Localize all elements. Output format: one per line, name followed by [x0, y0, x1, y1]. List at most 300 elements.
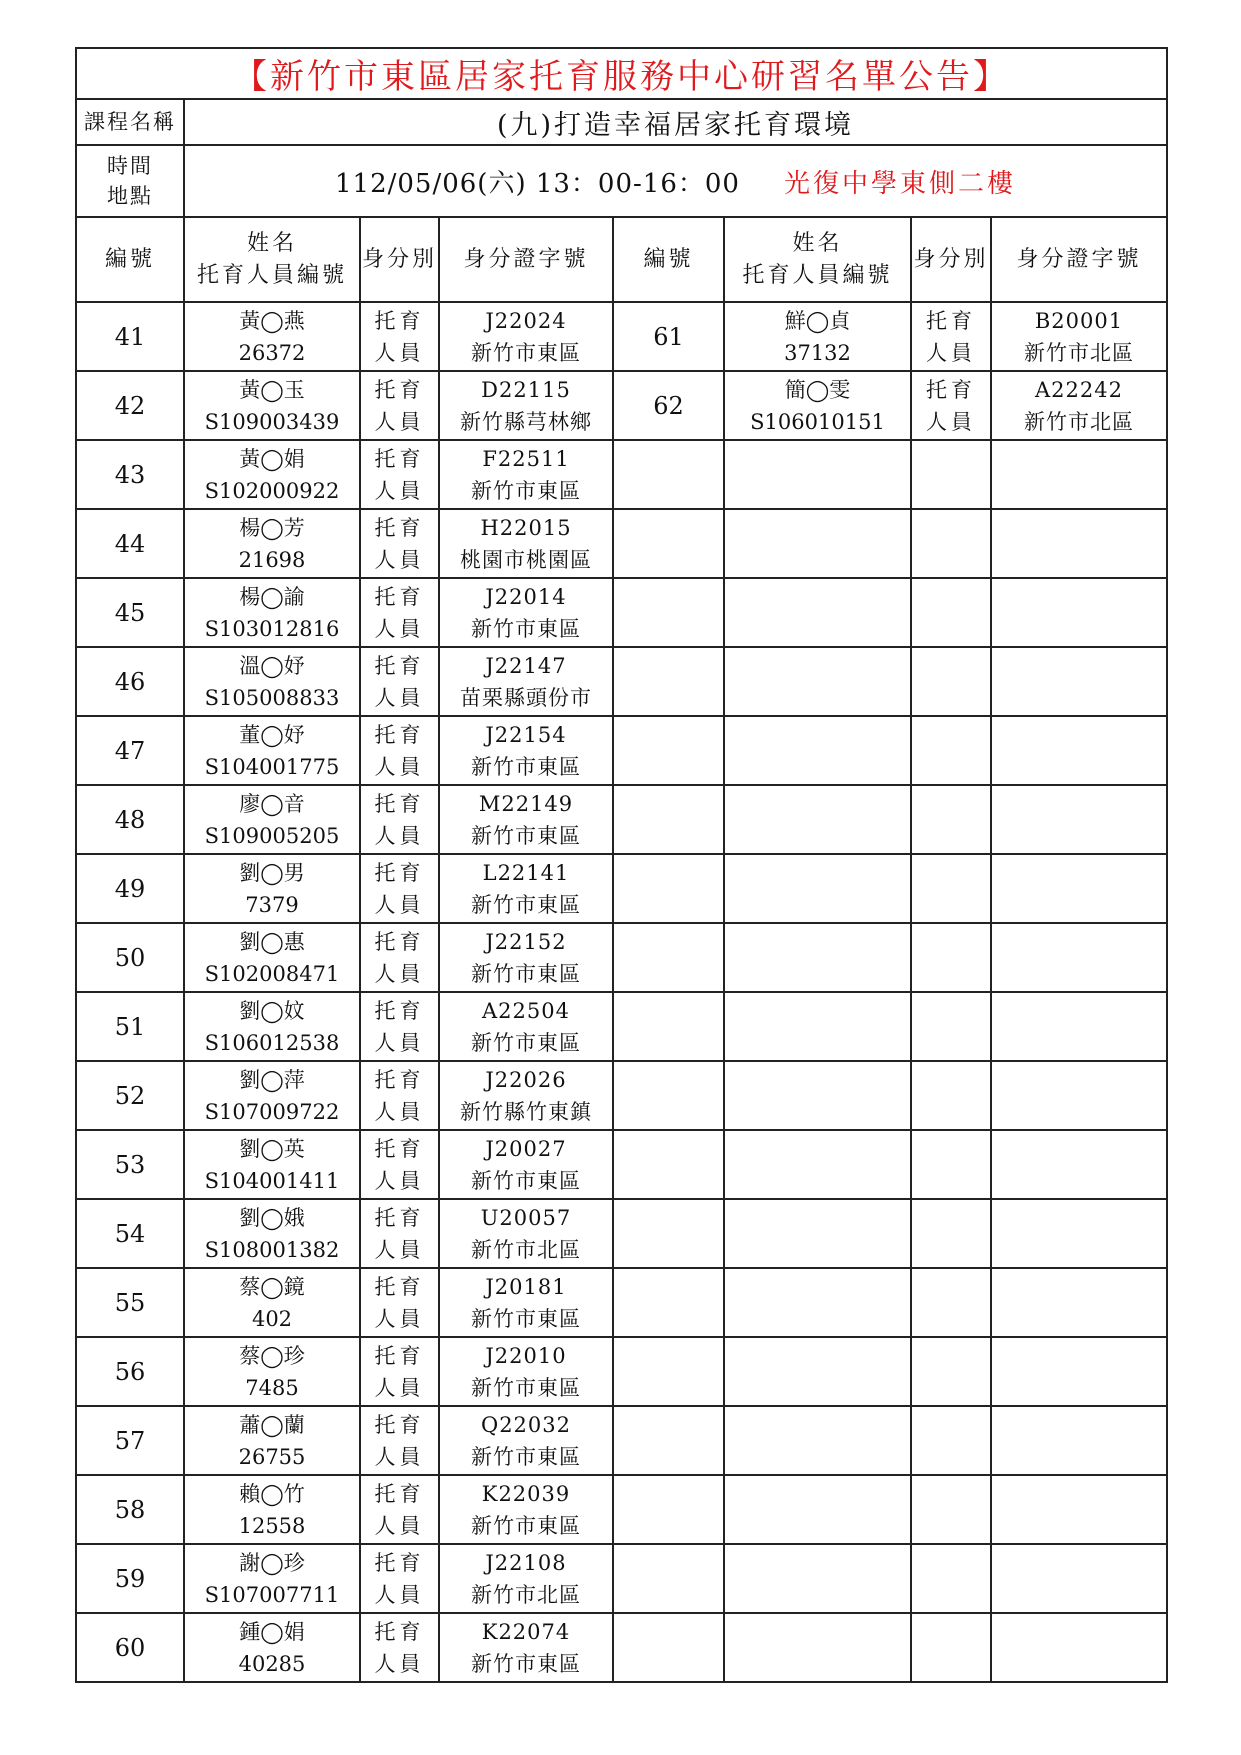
type-line-1: 托育 — [374, 1550, 425, 1575]
type-line-1: 托育 — [374, 1412, 425, 1437]
entry-name-left — [184, 1406, 360, 1475]
caregiver-code: S107009722 — [204, 1099, 340, 1124]
person-name: 劉◯男 — [239, 860, 305, 885]
entry-id-left — [439, 785, 613, 854]
entry-name-right — [724, 992, 911, 1061]
id-number: Q22032 — [480, 1412, 572, 1437]
table-row — [76, 992, 1167, 1061]
id-area: 新竹市東區 — [471, 1513, 581, 1538]
entry-no-left: 44 — [76, 509, 184, 578]
entry-id-left — [439, 1199, 613, 1268]
id-number: A22242 — [1035, 377, 1123, 402]
roster-sheet — [75, 47, 1166, 1683]
time-label: 時間 — [107, 154, 153, 178]
caregiver-code: 37132 — [784, 340, 851, 365]
id-number: K22074 — [481, 1619, 571, 1644]
entry-name-left — [184, 371, 360, 440]
caregiver-code: S105008833 — [204, 685, 340, 710]
id-area: 新竹市東區 — [471, 892, 581, 917]
entry-no-left: 55 — [76, 1268, 184, 1337]
entry-id-left — [439, 854, 613, 923]
entry-name-left — [184, 1337, 360, 1406]
entry-name-right — [724, 647, 911, 716]
caregiver-code: 7485 — [245, 1375, 299, 1400]
table-row — [76, 1613, 1167, 1682]
entry-id-right — [991, 302, 1167, 371]
table-row — [76, 647, 1167, 716]
id-number: J22147 — [485, 653, 567, 678]
caregiver-code: S106010151 — [750, 409, 885, 434]
entry-id-right — [991, 992, 1167, 1061]
id-area: 桃園市桃園區 — [460, 547, 592, 572]
caregiver-code: 26372 — [238, 340, 306, 365]
caregiver-code: S106012538 — [204, 1030, 340, 1055]
id-number: J20027 — [485, 1136, 567, 1161]
type-line-2: 人員 — [374, 1237, 425, 1262]
entry-no-right — [613, 1337, 724, 1406]
type-line-2: 人員 — [374, 1168, 425, 1193]
entry-type-right — [911, 1199, 991, 1268]
person-name: 廖◯音 — [239, 791, 305, 816]
entry-type-right — [911, 992, 991, 1061]
caregiver-code: S107007711 — [204, 1582, 340, 1607]
person-name: 溫◯妤 — [239, 653, 305, 678]
entry-id-left — [439, 440, 613, 509]
caregiver-code: 40285 — [238, 1651, 306, 1676]
id-number: H22015 — [480, 515, 572, 540]
entry-type-left — [360, 785, 439, 854]
table-row — [76, 578, 1167, 647]
entry-name-left — [184, 854, 360, 923]
entry-no-right — [613, 923, 724, 992]
person-name: 董◯妤 — [239, 722, 305, 747]
entry-id-right — [991, 1061, 1167, 1130]
entry-type-right — [911, 785, 991, 854]
caregiver-code: S102008471 — [204, 961, 340, 986]
table-row — [76, 440, 1167, 509]
type-line-1: 托育 — [374, 1481, 425, 1506]
entry-id-right — [991, 1268, 1167, 1337]
type-line-1: 托育 — [374, 446, 425, 471]
id-area: 新竹市東區 — [471, 961, 581, 986]
person-name: 簡◯雯 — [784, 377, 851, 402]
entry-type-right — [911, 854, 991, 923]
entry-name-right — [724, 1475, 911, 1544]
caregiver-code: S108001382 — [204, 1237, 340, 1262]
title-row — [76, 48, 1167, 99]
header-id-left: 身分證字號 — [439, 217, 613, 302]
entry-type-left — [360, 647, 439, 716]
entry-type-right — [911, 578, 991, 647]
type-line-1: 托育 — [374, 653, 425, 678]
entry-name-right — [724, 1337, 911, 1406]
caregiver-code: S109003439 — [204, 409, 340, 434]
caregiver-code: 26755 — [238, 1444, 306, 1469]
entry-id-right — [991, 1475, 1167, 1544]
table-row — [76, 923, 1167, 992]
type-line-2: 人員 — [374, 1306, 425, 1331]
entry-id-left — [439, 1268, 613, 1337]
entry-type-left — [360, 302, 439, 371]
entry-no-right — [613, 854, 724, 923]
type-line-2: 人員 — [374, 1582, 425, 1607]
entry-name-right — [724, 1061, 911, 1130]
person-name: 鍾◯娟 — [239, 1619, 305, 1644]
id-number: J22026 — [485, 1067, 567, 1092]
entry-name-left — [184, 440, 360, 509]
id-number: J22108 — [485, 1550, 567, 1575]
entry-type-right — [911, 1475, 991, 1544]
entry-name-left — [184, 1061, 360, 1130]
id-area: 新竹市北區 — [471, 1582, 581, 1607]
entry-no-right — [613, 578, 724, 647]
entry-id-right — [991, 1130, 1167, 1199]
table-row — [76, 1406, 1167, 1475]
entry-id-left — [439, 509, 613, 578]
type-line-2: 人員 — [374, 616, 425, 641]
table-row — [76, 1199, 1167, 1268]
entry-type-left — [360, 440, 439, 509]
id-number: J22010 — [485, 1343, 567, 1368]
entry-type-left — [360, 371, 439, 440]
type-line-2: 人員 — [374, 1513, 425, 1538]
entry-type-left — [360, 1061, 439, 1130]
person-name: 劉◯英 — [239, 1136, 305, 1161]
person-name: 楊◯諭 — [239, 584, 305, 609]
entry-type-left — [360, 716, 439, 785]
entry-no-left: 51 — [76, 992, 184, 1061]
entry-type-right — [911, 1130, 991, 1199]
type-line-1: 托育 — [374, 998, 425, 1023]
entry-no-right — [613, 1199, 724, 1268]
entry-name-left — [184, 578, 360, 647]
entry-type-right — [911, 647, 991, 716]
table-row — [76, 1061, 1167, 1130]
header-name-bottom: 托育人員編號 — [742, 262, 893, 288]
id-area: 苗栗縣頭份市 — [460, 685, 592, 710]
entry-id-right — [991, 578, 1167, 647]
caregiver-code: S104001411 — [204, 1168, 340, 1193]
page-title: 【新竹市東區居家托育服務中心研習名單公告】 — [76, 48, 1167, 99]
table-row — [76, 509, 1167, 578]
type-line-1: 托育 — [374, 1067, 425, 1092]
entry-no-left: 48 — [76, 785, 184, 854]
entry-id-left — [439, 1406, 613, 1475]
entry-name-right — [724, 440, 911, 509]
type-line-2: 人員 — [374, 547, 425, 572]
id-number: L22141 — [482, 860, 570, 885]
caregiver-code: S103012816 — [204, 616, 340, 641]
header-name-top: 姓名 — [792, 230, 843, 256]
course-name: (九)打造幸福居家托育環境 — [184, 99, 1167, 145]
caregiver-code: 12558 — [238, 1513, 306, 1538]
table-row — [76, 371, 1167, 440]
entry-name-right — [724, 578, 911, 647]
caregiver-code: 21698 — [238, 547, 306, 572]
entry-name-right — [724, 1268, 911, 1337]
entry-no-left: 58 — [76, 1475, 184, 1544]
type-line-2: 人員 — [374, 823, 425, 848]
id-area: 新竹市東區 — [471, 754, 581, 779]
entry-id-right — [991, 1544, 1167, 1613]
person-name: 劉◯娥 — [239, 1205, 305, 1230]
type-line-1: 托育 — [374, 860, 425, 885]
entry-type-right — [911, 1268, 991, 1337]
person-name: 謝◯珍 — [239, 1550, 305, 1575]
id-area: 新竹市東區 — [471, 1030, 581, 1055]
entry-type-left — [360, 1613, 439, 1682]
entry-id-right — [991, 509, 1167, 578]
id-area: 新竹市北區 — [1024, 409, 1134, 434]
type-line-2: 人員 — [374, 1375, 425, 1400]
entry-name-left — [184, 509, 360, 578]
event-place: 光復中學東側二樓 — [783, 168, 1016, 199]
person-name: 黃◯玉 — [239, 377, 305, 402]
entry-name-left — [184, 1544, 360, 1613]
entry-type-left — [360, 1406, 439, 1475]
person-name: 蔡◯珍 — [239, 1343, 305, 1368]
caregiver-code: S102000922 — [204, 478, 340, 503]
entry-id-right — [991, 923, 1167, 992]
entry-name-left — [184, 923, 360, 992]
entry-name-right — [724, 1406, 911, 1475]
entry-no-left: 47 — [76, 716, 184, 785]
entry-id-left — [439, 1337, 613, 1406]
entry-id-right — [991, 647, 1167, 716]
entry-id-left — [439, 647, 613, 716]
entry-name-right — [724, 923, 911, 992]
type-line-1: 托育 — [374, 1619, 425, 1644]
entry-no-left: 60 — [76, 1613, 184, 1682]
id-area: 新竹市東區 — [471, 1306, 581, 1331]
entry-name-left — [184, 992, 360, 1061]
type-line-2: 人員 — [374, 1099, 425, 1124]
entry-id-right — [991, 1337, 1167, 1406]
table-row — [76, 302, 1167, 371]
header-type-left: 身分別 — [360, 217, 439, 302]
id-number: F22511 — [482, 446, 570, 471]
entry-id-left — [439, 1544, 613, 1613]
header-type-right: 身分別 — [911, 217, 991, 302]
person-name: 劉◯萍 — [239, 1067, 305, 1092]
id-area: 新竹市東區 — [471, 1651, 581, 1676]
type-line-2: 人員 — [374, 478, 425, 503]
entry-no-right — [613, 992, 724, 1061]
type-line-2: 人員 — [926, 409, 976, 434]
type-line-1: 托育 — [374, 791, 425, 816]
table-row — [76, 1130, 1167, 1199]
person-name: 黃◯燕 — [239, 308, 305, 333]
entry-type-right — [911, 1406, 991, 1475]
id-area: 新竹市東區 — [471, 340, 581, 365]
entry-name-right — [724, 509, 911, 578]
entry-id-left — [439, 302, 613, 371]
header-name-bottom: 托育人員編號 — [196, 262, 347, 288]
id-number: J20181 — [485, 1274, 567, 1299]
entry-no-left: 59 — [76, 1544, 184, 1613]
type-line-1: 托育 — [926, 308, 976, 333]
entry-type-right — [911, 440, 991, 509]
entry-name-right — [724, 1544, 911, 1613]
table-row — [76, 785, 1167, 854]
entry-no-left: 57 — [76, 1406, 184, 1475]
entry-name-left — [184, 302, 360, 371]
time-place-value — [184, 145, 1167, 217]
entry-name-left — [184, 1199, 360, 1268]
entry-id-left — [439, 1061, 613, 1130]
id-area: 新竹市北區 — [1024, 340, 1134, 365]
id-area: 新竹市東區 — [471, 823, 581, 848]
entry-name-right — [724, 716, 911, 785]
entry-type-left — [360, 992, 439, 1061]
type-line-1: 托育 — [374, 929, 425, 954]
entry-id-right — [991, 1199, 1167, 1268]
entry-no-right — [613, 1130, 724, 1199]
type-line-1: 托育 — [374, 1205, 425, 1230]
entry-no-right — [613, 440, 724, 509]
person-name: 賴◯竹 — [239, 1481, 305, 1506]
table-row — [76, 716, 1167, 785]
id-number: A22504 — [482, 998, 570, 1023]
table-row — [76, 854, 1167, 923]
person-name: 鮮◯貞 — [784, 308, 851, 333]
id-area: 新竹縣竹東鎮 — [460, 1099, 592, 1124]
entry-name-right — [724, 1613, 911, 1682]
entry-name-right — [724, 854, 911, 923]
type-line-2: 人員 — [374, 892, 425, 917]
type-line-1: 托育 — [374, 308, 425, 333]
type-line-2: 人員 — [374, 1444, 425, 1469]
header-no-right: 編號 — [613, 217, 724, 302]
entry-no-right — [613, 1406, 724, 1475]
entry-id-left — [439, 992, 613, 1061]
entry-id-left — [439, 578, 613, 647]
entry-name-left — [184, 716, 360, 785]
entry-no-left: 52 — [76, 1061, 184, 1130]
table-row — [76, 1268, 1167, 1337]
entry-type-left — [360, 1268, 439, 1337]
entry-type-right — [911, 1613, 991, 1682]
entry-name-left — [184, 1268, 360, 1337]
entry-name-right — [724, 785, 911, 854]
id-area: 新竹市東區 — [471, 1444, 581, 1469]
type-line-1: 托育 — [374, 1274, 425, 1299]
entry-no-right — [613, 647, 724, 716]
entry-id-left — [439, 1130, 613, 1199]
type-line-1: 托育 — [374, 722, 425, 747]
entry-no-left: 42 — [76, 371, 184, 440]
type-line-1: 托育 — [374, 584, 425, 609]
entry-type-right — [911, 509, 991, 578]
entry-no-left: 46 — [76, 647, 184, 716]
person-name: 蕭◯蘭 — [239, 1412, 305, 1437]
entry-type-left — [360, 1544, 439, 1613]
roster-table — [75, 47, 1168, 1683]
entry-no-left: 45 — [76, 578, 184, 647]
entry-name-right — [724, 302, 911, 371]
entry-id-right — [991, 371, 1167, 440]
caregiver-code: S109005205 — [204, 823, 340, 848]
entry-no-left: 49 — [76, 854, 184, 923]
entry-type-left — [360, 509, 439, 578]
entry-name-left — [184, 1613, 360, 1682]
time-place-row — [76, 145, 1167, 217]
entry-no-right — [613, 716, 724, 785]
id-number: J22154 — [485, 722, 567, 747]
entry-no-left: 53 — [76, 1130, 184, 1199]
entry-id-left — [439, 923, 613, 992]
course-row — [76, 99, 1167, 145]
type-line-2: 人員 — [374, 961, 425, 986]
id-area: 新竹市東區 — [471, 478, 581, 503]
person-name: 劉◯惠 — [239, 929, 305, 954]
time-place-label — [76, 145, 184, 217]
entry-name-right — [724, 1199, 911, 1268]
entry-id-left — [439, 716, 613, 785]
type-line-2: 人員 — [374, 1030, 425, 1055]
entry-no-right — [613, 509, 724, 578]
table-row — [76, 1544, 1167, 1613]
entry-name-left — [184, 1130, 360, 1199]
entry-no-right — [613, 1061, 724, 1130]
person-name: 劉◯妏 — [239, 998, 305, 1023]
type-line-2: 人員 — [374, 340, 425, 365]
type-line-1: 托育 — [926, 377, 976, 402]
entry-type-left — [360, 1130, 439, 1199]
person-name: 黃◯娟 — [239, 446, 305, 471]
id-number: B20001 — [1034, 308, 1124, 333]
entry-name-left — [184, 1475, 360, 1544]
type-line-2: 人員 — [374, 1651, 425, 1676]
entry-type-left — [360, 854, 439, 923]
type-line-2: 人員 — [926, 340, 976, 365]
entry-type-right — [911, 716, 991, 785]
entry-no-left: 41 — [76, 302, 184, 371]
id-number: M22149 — [478, 791, 574, 816]
header-name-left — [184, 217, 360, 302]
id-number: D22115 — [481, 377, 571, 402]
entry-no-right — [613, 1613, 724, 1682]
entry-id-right — [991, 854, 1167, 923]
entry-type-right — [911, 923, 991, 992]
entry-id-right — [991, 1406, 1167, 1475]
entry-id-right — [991, 440, 1167, 509]
id-number: J22152 — [485, 929, 567, 954]
entry-id-left — [439, 1613, 613, 1682]
id-number: U20057 — [480, 1205, 572, 1230]
header-id-right: 身分證字號 — [991, 217, 1167, 302]
type-line-2: 人員 — [374, 409, 425, 434]
entry-type-left — [360, 1199, 439, 1268]
person-name: 蔡◯鏡 — [239, 1274, 305, 1299]
id-number: J22024 — [485, 308, 567, 333]
entry-id-right — [991, 785, 1167, 854]
type-line-1: 托育 — [374, 1343, 425, 1368]
entry-no-right — [613, 1544, 724, 1613]
entry-no-left: 54 — [76, 1199, 184, 1268]
id-area: 新竹市北區 — [471, 1237, 581, 1262]
caregiver-code: S104001775 — [204, 754, 340, 779]
entry-no-right: 62 — [613, 371, 724, 440]
id-area: 新竹市東區 — [471, 1375, 581, 1400]
header-name-right — [724, 217, 911, 302]
entry-name-right — [724, 371, 911, 440]
entry-type-left — [360, 1337, 439, 1406]
entry-no-right — [613, 1268, 724, 1337]
id-number: K22039 — [481, 1481, 571, 1506]
type-line-1: 托育 — [374, 1136, 425, 1161]
person-name: 楊◯芳 — [239, 515, 305, 540]
